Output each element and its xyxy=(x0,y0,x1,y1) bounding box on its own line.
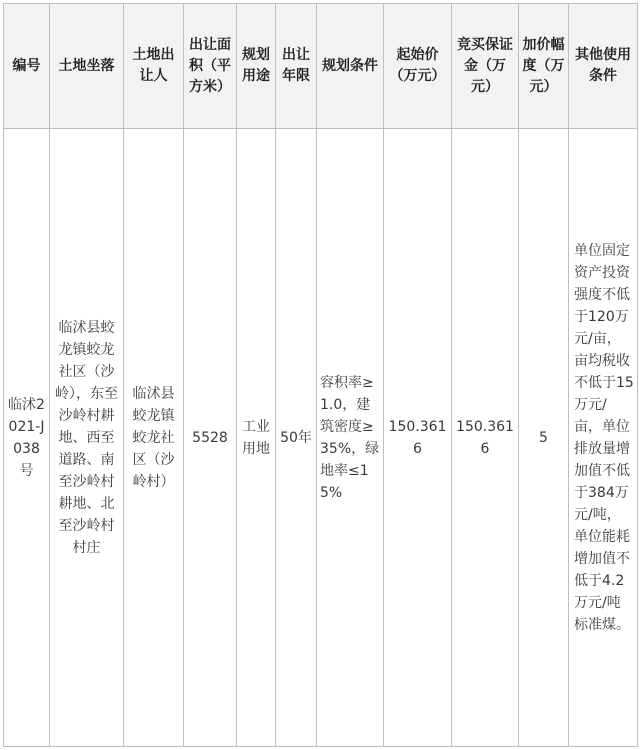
header-deposit: 竞买保证金（万元） xyxy=(452,4,519,129)
header-start-price: 起始价（万元） xyxy=(384,4,452,129)
cell-grantor: 临沭县蛟龙镇蛟龙社区（沙岭村） xyxy=(124,129,184,747)
cell-location: 临沭县蛟龙镇蛟龙社区（沙岭），东至沙岭村耕地、西至道路、南至沙岭村耕地、北至沙岭村村庄 xyxy=(50,129,124,747)
cell-area: 5528 xyxy=(184,129,237,747)
header-planning: 规划条件 xyxy=(317,4,384,129)
cell-deposit: 150.3616 xyxy=(452,129,519,747)
header-area: 出让面积（平方米） xyxy=(184,4,237,129)
cell-planning: 容积率≥1.0，建筑密度≥35%，绿地率≤15% xyxy=(317,129,384,747)
header-row xyxy=(4,4,638,129)
table-row xyxy=(4,129,638,747)
cell-start-price: 150.3616 xyxy=(384,129,452,747)
cell-use: 工业用地 xyxy=(237,129,276,747)
header-id: 编号 xyxy=(4,4,50,129)
cell-other: 单位固定资产投资强度不低于120万元/亩，亩均税收不低于15万元/亩，单位排放量增加值不低于384万元/吨，单位能耗增加值不低于4.2万元/吨标准煤。 xyxy=(569,129,638,747)
header-other: 其他使用条件 xyxy=(569,4,638,129)
header-location: 土地坐落 xyxy=(50,4,124,129)
cell-id: 临沭2021-J038号 xyxy=(4,129,50,747)
cell-increment: 5 xyxy=(519,129,569,747)
header-use: 规划用途 xyxy=(237,4,276,129)
land-auction-table xyxy=(3,3,638,747)
cell-term: 50年 xyxy=(276,129,317,747)
header-grantor: 土地出让人 xyxy=(124,4,184,129)
header-term: 出让年限 xyxy=(276,4,317,129)
header-increment: 加价幅度（万元） xyxy=(519,4,569,129)
